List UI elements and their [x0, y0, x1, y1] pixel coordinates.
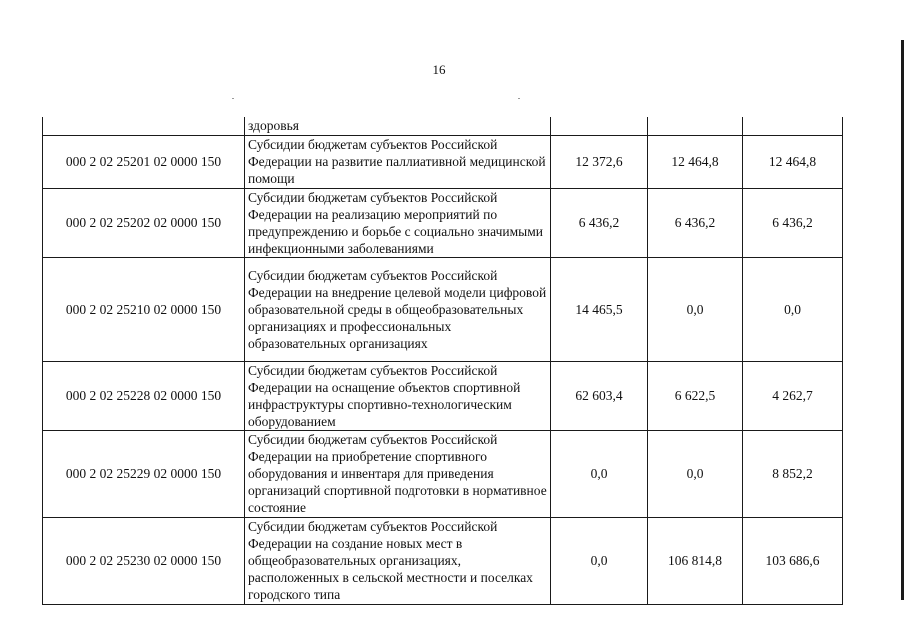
table-row	[43, 517, 843, 604]
description-cell: Субсидии бюджетам субъектов Российской Федерации на реализацию мероприятий по предупреждению и борьбе с социально значимыми инфекционными заболеваниями	[245, 188, 551, 257]
value-cell-year-1: 62 603,4	[551, 361, 648, 430]
value-cell-year-3: 8 852,2	[743, 430, 843, 517]
value-cell-year-3: 6 436,2	[743, 188, 843, 257]
page-number: 16	[432, 62, 446, 77]
value-cell-year-3: 0,0	[743, 257, 843, 361]
description-cell: Субсидии бюджетам субъектов Российской Федерации на оснащение объектов спортивной инфраструктуры спортивно-технологическим оборудованием	[245, 361, 551, 430]
value-cell-year-1: 12 372,6	[551, 135, 648, 188]
budget-code-cell	[43, 117, 245, 135]
budget-code-cell: 000 2 02 25202 02 0000 150	[43, 188, 245, 257]
table-row	[43, 430, 843, 517]
description-cell: Субсидии бюджетам субъектов Российской Федерации на развитие паллиативной медицинской помощи	[245, 135, 551, 188]
table-row	[43, 188, 843, 257]
value-cell-year-3: 4 262,7	[743, 361, 843, 430]
description-cell: Субсидии бюджетам субъектов Российской Федерации на внедрение целевой модели цифровой образовательной среды в общеобразовательных организациях и профессиональных образовательных организациях	[245, 257, 551, 361]
budget-code-cell: 000 2 02 25229 02 0000 150	[43, 430, 245, 517]
scan-speck	[232, 98, 234, 99]
value-cell-year-2: 0,0	[648, 430, 743, 517]
value-cell-year-2: 106 814,8	[648, 517, 743, 604]
budget-code-cell: 000 2 02 25230 02 0000 150	[43, 517, 245, 604]
value-cell-year-2: 6 436,2	[648, 188, 743, 257]
value-cell-year-1: 0,0	[551, 430, 648, 517]
budget-code-cell: 000 2 02 25228 02 0000 150	[43, 361, 245, 430]
table-row	[43, 361, 843, 430]
table-row-continued	[43, 117, 843, 135]
description-cell: Субсидии бюджетам субъектов Российской Федерации на приобретение спортивного оборудования и инвентаря для приведения организаций спортивной подготовки в нормативное состояние	[245, 430, 551, 517]
value-cell-year-1: 14 465,5	[551, 257, 648, 361]
table-row	[43, 135, 843, 188]
value-cell-year-1: 6 436,2	[551, 188, 648, 257]
value-cell-year-2: 0,0	[648, 257, 743, 361]
budget-code-cell: 000 2 02 25201 02 0000 150	[43, 135, 245, 188]
description-cell: Субсидии бюджетам субъектов Российской Федерации на создание новых мест в общеобразовательных организациях, расположенных в сельской местности и поселках городского типа	[245, 517, 551, 604]
scan-speck	[518, 98, 520, 99]
table-row	[43, 257, 843, 361]
value-cell-year-3	[743, 117, 843, 135]
budget-table	[42, 117, 843, 605]
value-cell-year-2: 6 622,5	[648, 361, 743, 430]
value-cell-year-3: 12 464,8	[743, 135, 843, 188]
budget-code-cell: 000 2 02 25210 02 0000 150	[43, 257, 245, 361]
value-cell-year-1	[551, 117, 648, 135]
value-cell-year-3: 103 686,6	[743, 517, 843, 604]
value-cell-year-1: 0,0	[551, 517, 648, 604]
description-cell: здоровья	[245, 117, 551, 135]
value-cell-year-2	[648, 117, 743, 135]
value-cell-year-2: 12 464,8	[648, 135, 743, 188]
